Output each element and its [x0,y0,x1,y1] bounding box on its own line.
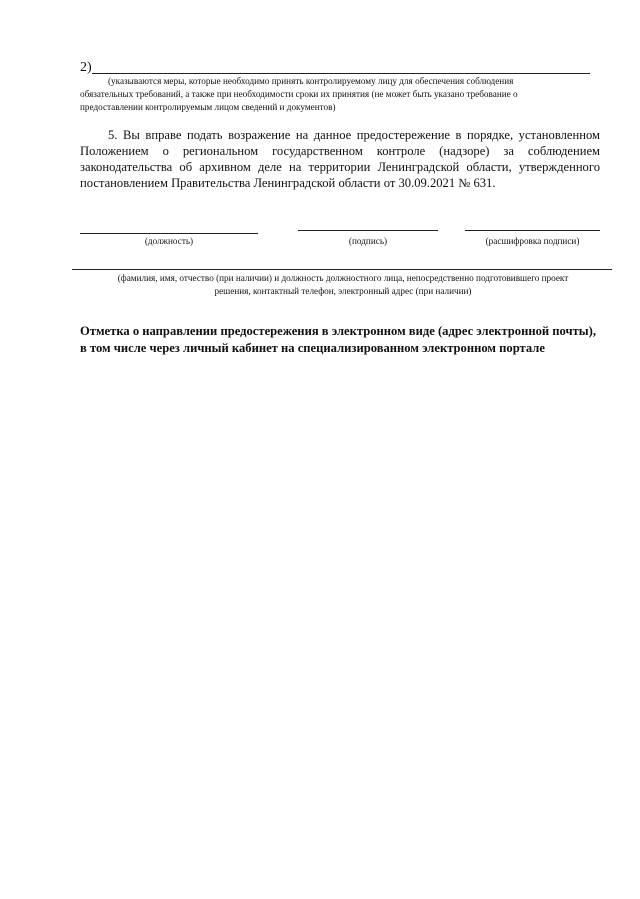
signature-caption: (подпись) [348,236,388,246]
decoding-fill-line [465,230,600,231]
item-2-note-line: обязательных требований, а также при необходимости сроки их принятия (не может быть указано требование о [80,89,518,99]
signature-fill-line [298,230,438,231]
preparer-note-line: (фамилия, имя, отчество (при наличии) и должность должностного лица, непосредственно подготовившего проект [117,273,569,283]
item-2-note [80,75,600,114]
decoding-caption: (расшифровка подписи) [485,236,580,246]
preparer-fill-line [72,269,612,270]
preparer-note [78,272,608,298]
item-2-fill-line [92,73,590,74]
item-2-number: 2) [80,60,92,75]
paragraph-5: 5. Вы вправе подать возражение на данное предостережение в порядке, установленном Положением о региональном государственном контроле (надзоре) за соблюдением законодательства об архивном деле на территории Ленинградской области, утвержденного постановлением Правительства Ленинградской области от 30.09.2021 № 631. [80,128,600,190]
item-2-note-line: предоставлении контролируемым лицом сведений и документов) [80,102,336,112]
preparer-note-line: решения, контактный телефон, электронный адрес (при наличии) [214,286,472,296]
position-fill-line [80,233,258,234]
electronic-mark-line: Отметка о направлении предостережения в электронном виде (адрес электронной почты), [80,324,596,338]
item-2-note-line: (указываются меры, которые необходимо принять контролируемому лицу для обеспечения соблюдения [108,76,514,86]
position-caption: (должность) [144,236,194,246]
electronic-mark-heading [80,323,605,357]
electronic-mark-line: в том числе через личный кабинет на специализированном электронном портале [80,341,545,355]
